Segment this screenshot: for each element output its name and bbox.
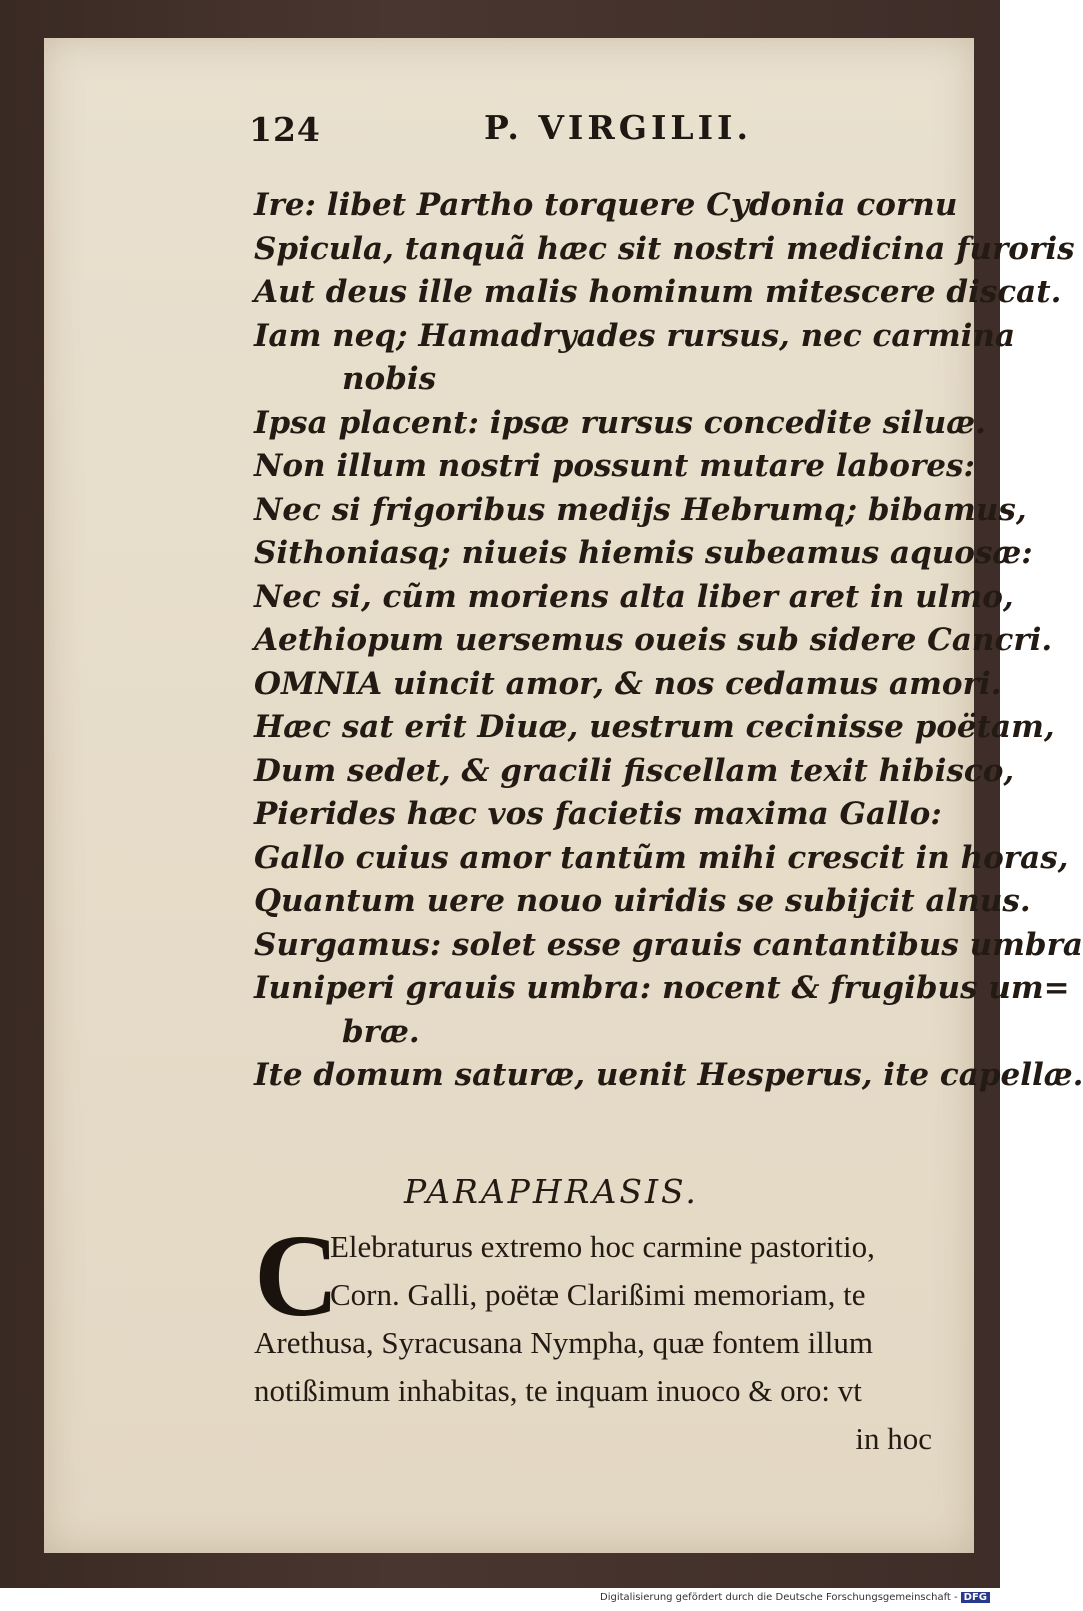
verse-line: Nec si, cũm moriens alta liber aret in ulmo, [254, 578, 1014, 615]
running-head [44, 90, 974, 150]
verse-line-continuation: bræ. [342, 1013, 420, 1050]
catchword: in hoc [855, 1421, 932, 1456]
verse-line: Sithoniasq; niueis hiemis subeamus aquosæ: [254, 535, 1033, 571]
verse-line: Surgamus: solet esse grauis cantantibus umbra [254, 926, 1083, 963]
digitization-credit [600, 1592, 990, 1603]
verse-line: Dum sedet, & gracili fiscellam texit hibisco, [254, 752, 1015, 789]
prose-line: Corn. Galli, poëtæ Clarißimi memoriam, te [330, 1277, 866, 1312]
verse-line-continuation: nobis [342, 361, 437, 397]
verse-line: Hæc sat erit Diuæ, uestrum cecinisse poëtam, [254, 709, 1055, 745]
dfg-logo: DFG [961, 1592, 990, 1603]
verse-line: Iam neq; Hamadryades rursus, nec carmina [254, 317, 1016, 354]
credit-text: Digitalisierung gefördert durch die Deutsche Forschungsgemeinschaft - [600, 1592, 958, 1603]
verse-line: Pierides hæc vos facietis maxima Gallo: [254, 796, 942, 832]
verse-line: Ire: libet Partho torquere Cydonia cornu [254, 187, 958, 223]
prose-line: notißimum inhabitas, te inquam inuoco & oro: vt [254, 1373, 862, 1408]
paraphrasis-body [254, 1210, 974, 1463]
verse-block [254, 184, 1083, 1098]
paraphrasis-heading: PARAPHRASIS. [404, 1172, 699, 1211]
book-page [44, 38, 1083, 1553]
prose-line: Arethusa, Syracusana Nympha, quæ fontem illum [254, 1325, 874, 1360]
verse-line: Nec si frigoribus medijs Hebrumq; bibamus, [254, 491, 1027, 528]
page-heading: P. VIRGILII. [484, 108, 752, 147]
verse-line: Iuniperi grauis umbra: nocent & frugibus um= [254, 970, 1070, 1006]
verse-line: Quantum uere nouo uiridis se subijcit alnus. [254, 883, 1031, 919]
page-number: 124 [249, 110, 321, 149]
drop-cap: C [254, 1210, 340, 1341]
verse-line: Non illum nostri possunt mutare labores: [254, 448, 975, 484]
verse-line: Gallo cuius amor tantũm mihi crescit in horas, [254, 839, 1069, 876]
verse-line: Aut deus ille malis hominum mitescere discat. [254, 274, 1062, 310]
prose-line: Elebraturus extremo hoc carmine pastoritio, [330, 1229, 875, 1264]
verse-line: Spicula, tanquã hæc sit nostri medicina furoris [254, 230, 1075, 267]
verse-line: Ipsa placent: ipsæ rursus concedite siluæ. [254, 404, 986, 441]
verse-line: Ite domum saturæ, uenit Hesperus, ite capellæ. [254, 1057, 1083, 1093]
verse-line: OMNIA uincit amor, & nos cedamus amori. [254, 665, 1002, 702]
verse-line: Aethiopum uersemus oueis sub sidere Cancri. [254, 622, 1053, 658]
